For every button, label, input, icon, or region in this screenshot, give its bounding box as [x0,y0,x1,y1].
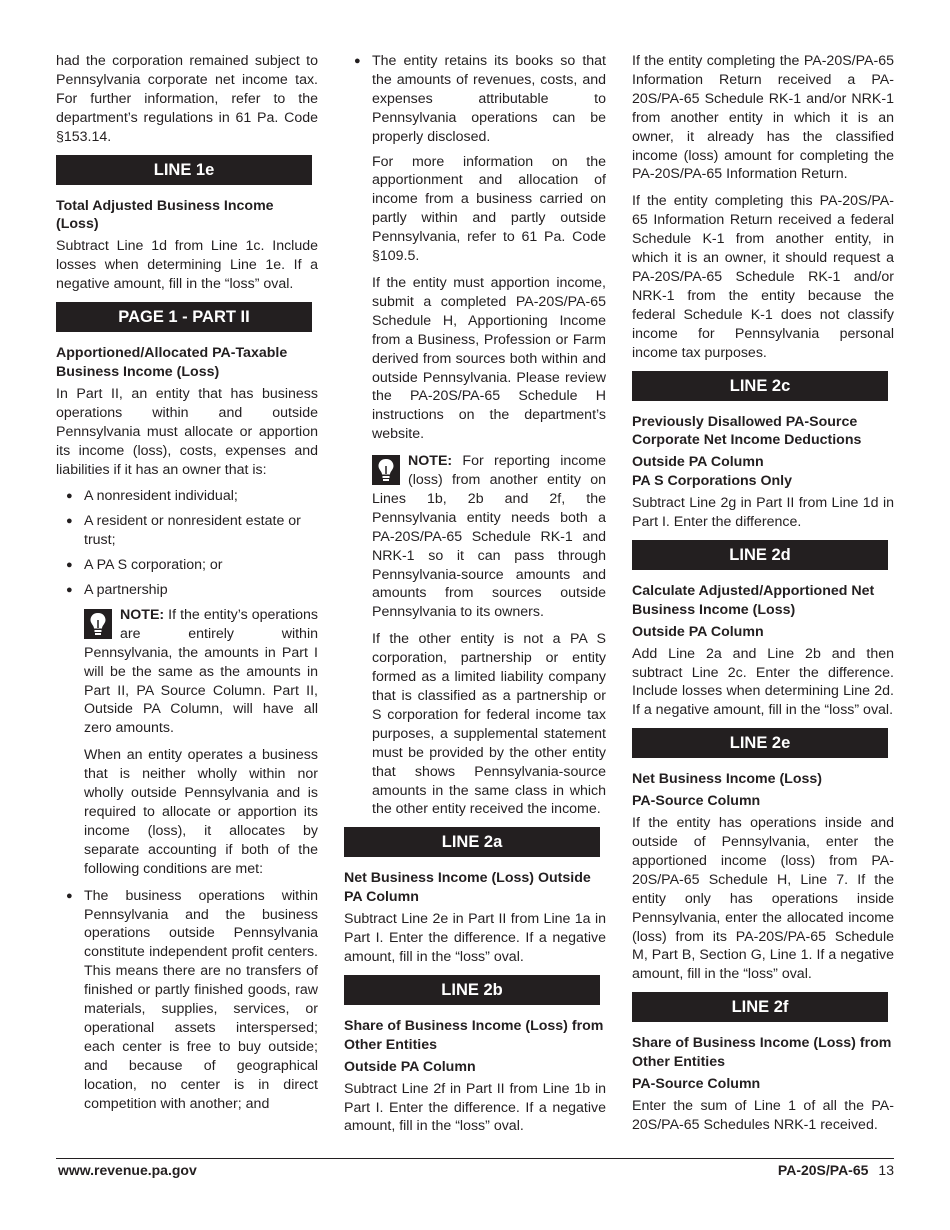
line-2c-text: Subtract Line 2g in Part II from Line 1d in Part I. Enter the difference. [632,495,894,531]
part-2-heading: Apportioned/Allocated PA-Taxable Business Income (Loss) [56,345,288,380]
conditions-list-cont [344,52,606,147]
list-item: ● A nonresident individual; [66,488,238,505]
other-entity-text: If the other entity is not a PA S corporation, partnership or entity formed as a limited liability company that is classified as a partnership or S corporation for federal income tax purposes, a supplemental statement must be provided by the other entity that shows Pennsylvania-source amounts in the same class in which the other entity received the income. [372,631,606,818]
more-info-text: For more information on the apportionment and allocation of income from a business carried on partly within and partly outside Pennsylvania, refer to 61 Pa. Code §109.5. [372,153,606,265]
bullet-icon: ● [66,559,73,572]
line-2d-column-heading: Outside PA Column [632,623,764,640]
k1-text: If the entity completing this PA-20S/PA-65 Information Return received a federal Schedule K-1 from another entity, in which it is an owner, it should request a PA-20S/PA-65 Schedule RK-1 and/or NRK-1 from the entity because the federal Schedule K-1 does not classify income for Pennsylvania personal income tax purposes. [632,193,894,361]
rk1-text: If the entity completing the PA-20S/PA-65 Information Return received a PA-20S/PA-65 Schedule RK-1 and/or NRK-1 from another entity in which it is an owner, it already has the classified income (loss) amount for completing the PA-20S/PA-65 Information Return. [632,53,894,183]
line-2d-heading: Calculate Adjusted/Apportioned Net Business Income (Loss) [632,582,875,618]
footer-page-info [778,1161,894,1180]
note-paragraph: NOTE: For reporting income (loss) from another entity on Lines 1b, 2b and 2f, the Pennsylvania entity needs both a PA-20S/PA-65 Schedule RK-1 and NRK-1 so it can pass through Pennsylvania-source amounts and amounts from sources outside Pennsylvania to its owners. [372,453,606,621]
bullet-icon: ● [354,55,361,67]
column-1 [56,52,318,1120]
line-1e-text: Subtract Line 1d from Line 1c. Include losses when determining Line 1e. If a negative amount, fill in the “loss” oval. [56,238,318,293]
lightbulb-icon [372,455,400,485]
list-item: ● The entity retains its books so that the amounts of revenues, costs, and expenses attributable to Pennsylvania operations can be properly disclosed. [354,53,606,145]
line-2e-column-heading: PA-Source Column [632,793,761,810]
line-2c-heading: Previously Disallowed PA-Source Corporate Net Income Deductions [632,413,862,449]
indented-block [344,153,606,445]
lightbulb-icon [84,609,112,639]
line-2f-heading: Share of Business Income (Loss) from Other Entities [632,1035,892,1071]
bullet-icon: ● [66,889,73,902]
line-2e-heading: Net Business Income (Loss) [632,771,823,788]
section-bar-line-2c: LINE 2c [632,371,888,401]
section-bar-line-2a: LINE 2a [344,827,600,857]
line-2c-column-heading: Outside PA Column PA S Corporations Only [632,454,793,490]
column-2 [344,52,606,1144]
conditions-list [56,887,318,1114]
list-item: ● A resident or nonresident estate or trust; [66,513,301,549]
line-2a-text: Subtract Line 2e in Part II from Line 1a in Part I. Enter the difference. If a negative amount, fill in the “loss” oval. [344,911,606,965]
section-bar-line-2e: LINE 2e [632,728,888,758]
line-2a-heading: Net Business Income (Loss) Outside PA Column [344,870,591,906]
footer-divider [56,1158,894,1159]
separate-accounting-text: When an entity operates a business that is neither wholly within nor wholly outside Pennsylvania and is required to allocate or apportion its income (loss), it allocates by separate accounting if both of the following conditions are met: [84,747,318,877]
apportion-text: If the entity must apportion income, submit a completed PA-20S/PA-65 Schedule H, Apportioning Income from a Business, Profession or Farm derived from sources both within and outside Pennsylvania. Please review the PA-20S/PA-65 Schedule H instructions on the department’s website. [372,274,606,443]
bullet-icon: ● [66,584,73,597]
page-number: 13 [878,1162,894,1178]
intro-paragraph: had the corporation remained subject to Pennsylvania corporate net income tax. For further information, refer to the department’s regulations in 61 Pa. Code §153.14. [56,53,318,145]
line-2f-text: Enter the sum of Line 1 of all the PA-20S/PA-65 Schedules NRK-1 received. [632,1097,894,1133]
bullet-icon: ● [66,490,73,503]
section-bar-line-1e: LINE 1e [56,155,312,185]
section-bar-part-2: PAGE 1 - PART II [56,302,312,332]
line-1e-heading: Total Adjusted Business Income (Loss) [56,197,274,233]
section-bar-line-2b: LINE 2b [344,975,600,1005]
part-2-text: In Part II, an entity that has business operations within and outside Pennsylvania must allocate or apportion its income (loss), costs, expenses and liabilities if it has an owner that is: [56,385,318,478]
section-bar-line-2f: LINE 2f [632,992,888,1022]
line-2b-column-heading: Outside PA Column [344,1058,476,1075]
list-item: ● The business operations within Pennsylvania and the business operations outside Pennsylvania constitute independent profit centers. This means there are no transfers of finished or partly finished goods, raw materials, supplies, services, or operational assets interspersed; each center is free to buy outside; and because of geographical location, no center is in direct competition with another; and [66,887,318,1112]
note-block [56,606,318,879]
column-3 [632,52,894,1143]
footer-form-name: PA-20S/PA-65 [777,1162,869,1178]
line-2d-text: Add Line 2a and Line 2b and then subtract Line 2c. Enter the difference. Include losses when determining Line 2d. If a negative amount, fill in the “loss” oval. [632,645,894,719]
line-2b-heading: Share of Business Income (Loss) from Other Entities [344,1017,604,1053]
footer-website: www.revenue.pa.gov [58,1162,197,1178]
line-2f-column-heading: PA-Source Column [632,1076,761,1093]
list-item: ● A partnership [66,582,168,599]
line-2b-text: Subtract Line 2f in Part II from Line 1b in Part I. Enter the difference. If a negative amount, fill in the “loss” oval. [344,1080,606,1135]
line-2e-text: If the entity has operations inside and outside of Pennsylvania, enter the apportioned income (loss) from PA-20S/PA-65 Schedule H, Line 7. If the entity only has operations inside Pennsylvania, enter the allocated income (loss) from its PA-20S/PA-65 Schedule M, Part B, Section G, Line 1. If a negative amount, fill in the “loss” oval. [632,815,894,983]
owner-type-list [56,487,318,600]
note-block [344,452,606,819]
section-bar-line-2d: LINE 2d [632,540,888,570]
list-item: ● A PA S corporation; or [66,557,223,574]
bullet-icon: ● [66,515,73,528]
note-paragraph: NOTE: If the entity’s operations are entirely within Pennsylvania, the amounts in Part I will be the same as the amounts in Part II, PA Source Column. Part II, Outside PA Column, will have all zero amounts. [84,606,318,737]
